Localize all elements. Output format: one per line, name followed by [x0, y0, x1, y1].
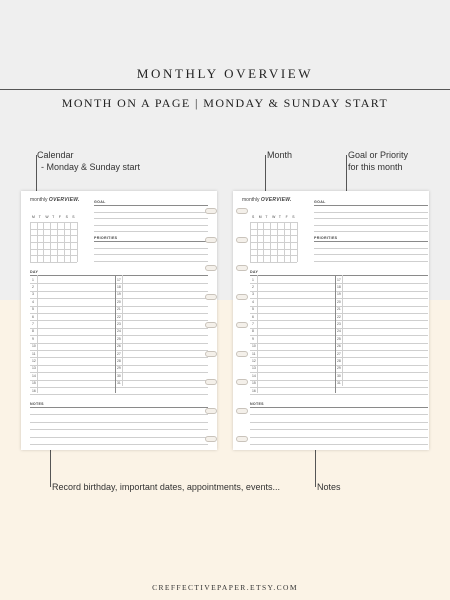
priorities-line	[94, 254, 208, 255]
binder-ring	[205, 294, 217, 300]
day-number: 28	[337, 358, 341, 363]
priorities-line	[94, 248, 208, 249]
day-number: 31	[337, 381, 341, 386]
day-number: 11	[32, 351, 36, 356]
binder-ring	[205, 408, 217, 414]
day-column-divider	[122, 275, 123, 386]
goal-line	[94, 231, 208, 232]
calendar-grid-hline	[250, 255, 297, 256]
binder-ring	[236, 265, 248, 271]
binder-ring	[236, 408, 248, 414]
priorities-line	[314, 261, 428, 262]
day-number: 12	[252, 358, 256, 363]
calendar-grid-hline	[30, 229, 77, 230]
day-number: 30	[337, 373, 341, 378]
day-row-line	[30, 394, 208, 395]
calendar-grid-hline	[250, 229, 297, 230]
binder-ring	[205, 322, 217, 328]
calendar-grid-hline	[30, 235, 77, 236]
callout-calendar: Calendar	[37, 150, 74, 160]
day-number: 9	[32, 336, 34, 341]
notes-line	[30, 414, 208, 415]
day-number: 25	[117, 336, 121, 341]
calendar-grid-hline	[250, 249, 297, 250]
priorities-line	[94, 261, 208, 262]
day-number: 2	[32, 284, 34, 289]
day-number: 1	[252, 277, 254, 282]
day-number: 21	[337, 307, 341, 312]
day-label: DAY	[30, 270, 39, 274]
callout-notes: Notes	[317, 482, 341, 492]
day-number: 18	[117, 284, 121, 289]
calendar-grid-hline	[30, 249, 77, 250]
callout-goal-sub: for this month	[348, 162, 403, 172]
day-number: 12	[32, 358, 36, 363]
day-number: 13	[32, 366, 36, 371]
goal-line	[94, 212, 208, 213]
calendar-grid-hline	[250, 242, 297, 243]
day-number: 21	[117, 307, 121, 312]
day-number: 18	[337, 284, 341, 289]
binder-ring	[236, 379, 248, 385]
weekday-letter: S	[72, 215, 75, 219]
priorities-line	[314, 248, 428, 249]
day-number: 8	[252, 329, 254, 334]
day-number: 13	[252, 366, 256, 371]
callout-record: Record birthday, important dates, appointments, events...	[52, 482, 280, 492]
day-number: 26	[117, 344, 121, 349]
day-number: 1	[32, 277, 34, 282]
day-number: 4	[252, 299, 254, 304]
weekday-letter: S	[292, 215, 295, 219]
goal-underline	[94, 205, 208, 206]
weekday-letter: T	[38, 215, 41, 219]
weekday-letter: F	[58, 215, 61, 219]
binder-ring	[236, 351, 248, 357]
day-number: 8	[32, 329, 34, 334]
day-number: 15	[32, 381, 36, 386]
day-number: 27	[337, 351, 341, 356]
day-number: 14	[252, 373, 256, 378]
binder-ring	[236, 237, 248, 243]
goal-line	[314, 231, 428, 232]
priorities-underline	[94, 241, 208, 242]
day-column-divider	[335, 275, 336, 393]
day-number: 25	[337, 336, 341, 341]
notes-underline	[250, 407, 428, 408]
binder-ring	[205, 436, 217, 442]
callout-goal: Goal or Priority	[348, 150, 409, 160]
calendar-grid-hline	[250, 222, 297, 223]
day-number: 2	[252, 284, 254, 289]
day-row-line	[250, 387, 428, 388]
calendar-grid-hline	[250, 262, 297, 263]
notes-line	[250, 429, 428, 430]
goal-label: GOAL	[314, 200, 326, 204]
sub-title: MONTH ON A PAGE | MONDAY & SUNDAY START	[61, 96, 389, 110]
priorities-underline	[314, 241, 428, 242]
day-number: 3	[252, 292, 254, 297]
day-number: 6	[32, 314, 34, 319]
day-number: 19	[117, 292, 121, 297]
calendar-grid-vline	[77, 222, 78, 262]
priorities-label: PRIORITIES	[314, 236, 338, 240]
goal-line	[94, 225, 208, 226]
calendar-grid-hline	[30, 262, 77, 263]
day-row-line	[30, 387, 208, 388]
binder-ring	[236, 322, 248, 328]
calendar-grid-hline	[30, 242, 77, 243]
title-divider	[0, 89, 450, 90]
day-number: 16	[32, 388, 36, 393]
day-number: 29	[117, 366, 121, 371]
callout-month: Month	[267, 150, 293, 160]
day-column-divider	[257, 275, 258, 393]
main-title: MONTHLY OVERVIEW	[136, 66, 314, 81]
day-number: 5	[252, 307, 254, 312]
day-number: 17	[117, 277, 121, 282]
weekday-letter: W	[272, 215, 276, 219]
binder-ring	[236, 294, 248, 300]
day-number: 19	[337, 292, 341, 297]
goal-line	[314, 218, 428, 219]
day-number: 24	[337, 329, 341, 334]
day-number: 7	[32, 321, 34, 326]
day-number: 23	[117, 321, 121, 326]
priorities-label: PRIORITIES	[94, 236, 118, 240]
day-number: 28	[117, 358, 121, 363]
day-number: 30	[117, 373, 121, 378]
day-number: 15	[252, 381, 256, 386]
binder-ring	[205, 351, 217, 357]
notes-line	[30, 422, 208, 423]
day-label: DAY	[250, 270, 259, 274]
binder-ring	[236, 208, 248, 214]
day-number: 16	[252, 388, 256, 393]
notes-line	[250, 437, 428, 438]
day-number: 11	[252, 351, 256, 356]
day-number: 17	[337, 277, 341, 282]
notes-label: NOTES	[30, 402, 44, 406]
day-number: 22	[117, 314, 121, 319]
day-column-divider	[342, 275, 343, 386]
weekday-letter: S	[65, 215, 68, 219]
planner-page-left	[21, 191, 217, 450]
day-number: 5	[32, 307, 34, 312]
calendar-grid-vline	[297, 222, 298, 262]
planner-page-right	[233, 191, 429, 450]
day-number: 3	[32, 292, 34, 297]
day-number: 4	[32, 299, 34, 304]
notes-line	[30, 429, 208, 430]
callout-calendar-sub: - Monday & Sunday start	[41, 162, 141, 172]
weekday-letter: T	[52, 215, 55, 219]
goal-label: GOAL	[94, 200, 106, 204]
goal-line	[314, 212, 428, 213]
weekday-letter: M	[258, 215, 262, 219]
weekday-letter: W	[45, 215, 49, 219]
priorities-line	[314, 254, 428, 255]
day-underline	[250, 275, 428, 276]
calendar-grid-hline	[250, 235, 297, 236]
calendar-grid-hline	[30, 255, 77, 256]
day-underline	[30, 275, 208, 276]
goal-line	[94, 218, 208, 219]
day-number: 7	[252, 321, 254, 326]
notes-line	[30, 444, 208, 445]
binder-ring	[205, 208, 217, 214]
day-row-line	[250, 394, 428, 395]
day-number: 24	[117, 329, 121, 334]
notes-line	[250, 414, 428, 415]
day-number: 14	[32, 373, 36, 378]
goal-underline	[314, 205, 428, 206]
footer-url: CREFFECTIVEPAPER.ETSY.COM	[152, 583, 298, 592]
weekday-letter: F	[285, 215, 288, 219]
notes-line	[250, 422, 428, 423]
day-number: 22	[337, 314, 341, 319]
day-number: 31	[117, 381, 121, 386]
calendar-grid-hline	[30, 222, 77, 223]
binder-ring	[236, 436, 248, 442]
day-number: 20	[117, 299, 121, 304]
day-number: 27	[117, 351, 121, 356]
day-column-divider	[115, 275, 116, 393]
notes-underline	[30, 407, 208, 408]
day-number: 29	[337, 366, 341, 371]
day-number: 20	[337, 299, 341, 304]
day-number: 26	[337, 344, 341, 349]
weekday-letter: T	[278, 215, 281, 219]
goal-line	[314, 225, 428, 226]
day-number: 9	[252, 336, 254, 341]
binder-ring	[205, 237, 217, 243]
day-number: 6	[252, 314, 254, 319]
notes-line	[250, 444, 428, 445]
day-number: 10	[252, 344, 256, 349]
day-column-divider	[37, 275, 38, 393]
weekday-letter: M	[32, 215, 35, 219]
day-number: 23	[337, 321, 341, 326]
weekday-letter: S	[252, 215, 255, 219]
page-title: monthly OVERVIEW.	[242, 197, 292, 203]
binder-ring	[205, 265, 217, 271]
day-number: 10	[32, 344, 36, 349]
weekday-letter: T	[265, 215, 268, 219]
notes-line	[30, 437, 208, 438]
notes-label: NOTES	[250, 402, 264, 406]
binder-ring	[205, 379, 217, 385]
page-title: monthly OVERVIEW.	[30, 197, 80, 203]
